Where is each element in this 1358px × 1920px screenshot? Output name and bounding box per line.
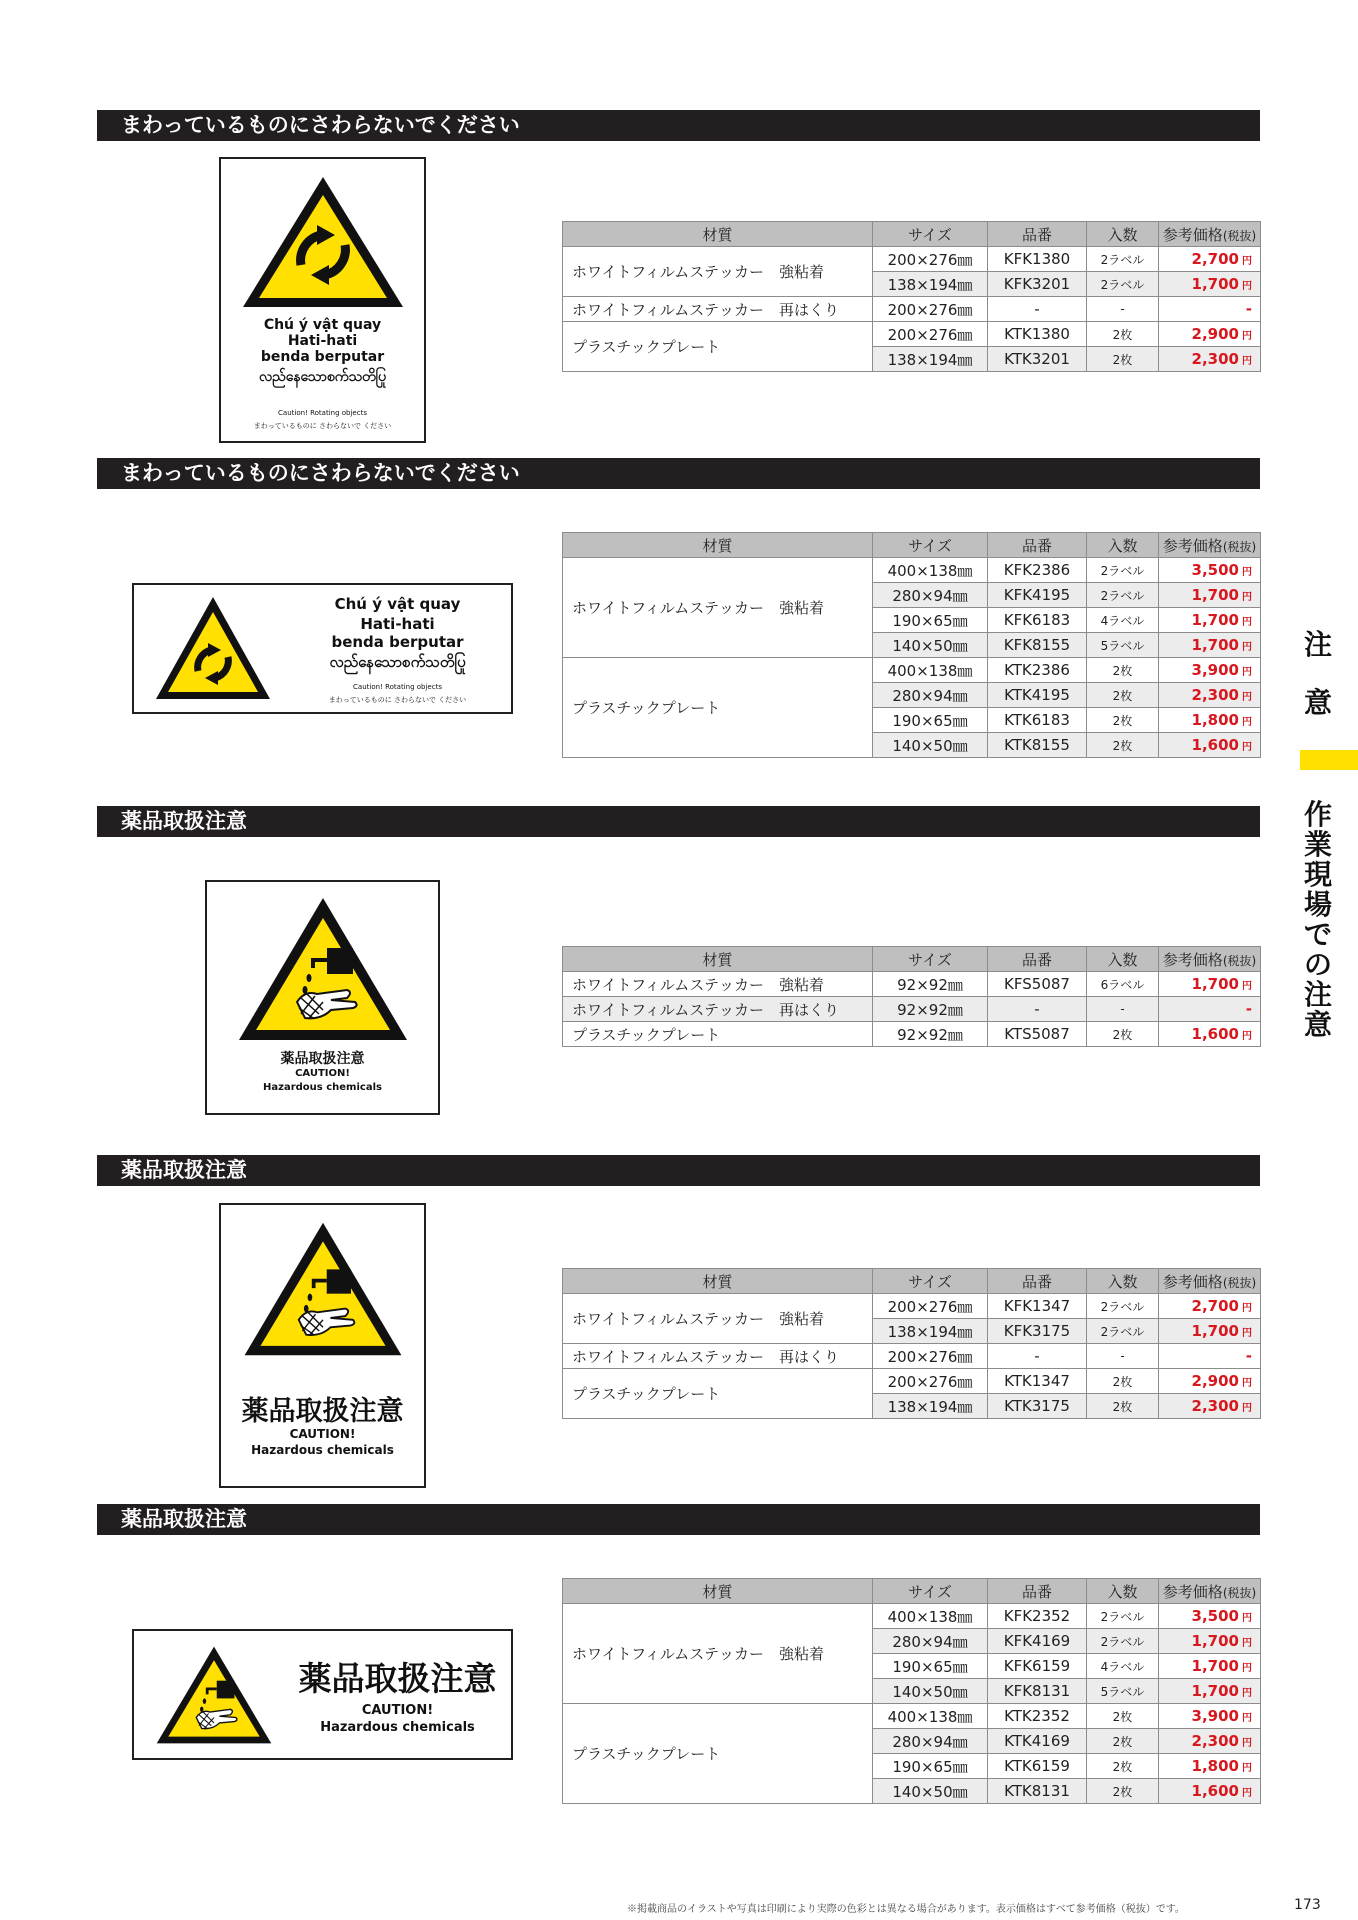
qty-cell: 2ラベル [1087, 1629, 1159, 1654]
code-cell: KTK3175 [988, 1394, 1087, 1419]
size-cell: 200×276㎜ [873, 1294, 988, 1319]
price-cell: 1,800 円 [1159, 708, 1261, 733]
section-title: まわっているものにさわらないでください [97, 458, 1260, 489]
side-char: 意 [1303, 686, 1332, 719]
size-cell: 140×50㎜ [873, 1779, 988, 1804]
sign-line: benda berputar [260, 349, 385, 365]
material-cell: プラスチックプレート [563, 1022, 873, 1047]
price-cell: 2,300 円 [1159, 1729, 1261, 1754]
footer-note: ※掲載商品のイラストや写真は印刷により実際の色彩とは異なる場合があります。表示価格はすべて参考価格（税抜）です。 [627, 1904, 1185, 1915]
sign-line: CAUTION! [289, 1427, 356, 1441]
price-cell: 1,700 円 [1159, 972, 1261, 997]
header-price: 参考価格(税抜) [1159, 1579, 1261, 1604]
qty-cell: - [1087, 297, 1159, 322]
qty-cell: 2枚 [1087, 1779, 1159, 1804]
qty-cell: 2枚 [1087, 1754, 1159, 1779]
qty-cell: 5ラベル [1087, 1679, 1159, 1704]
qty-cell: 2ラベル [1087, 1294, 1159, 1319]
sign-line: Hati-hati [287, 333, 358, 349]
code-cell: - [988, 297, 1087, 322]
material-cell: ホワイトフィルムステッカー 強粘着 [563, 247, 873, 297]
spec-table [562, 1268, 1261, 1419]
size-cell: 400×138㎜ [873, 658, 988, 683]
material-cell: ホワイトフィルムステッカー 再はくり [563, 297, 873, 322]
code-cell: KTK3201 [988, 347, 1087, 372]
price-cell: 2,900 円 [1159, 1369, 1261, 1394]
side-char: 注 [1303, 628, 1332, 661]
code-cell: KTK4169 [988, 1729, 1087, 1754]
header-size: サイズ [873, 1269, 988, 1294]
price-cell: 2,700 円 [1159, 1294, 1261, 1319]
size-cell: 200×276㎜ [873, 247, 988, 272]
header-qty: 入数 [1087, 1579, 1159, 1604]
material-cell: プラスチックプレート [563, 322, 873, 372]
code-cell: KFK8131 [988, 1679, 1087, 1704]
qty-cell: 2枚 [1087, 683, 1159, 708]
sign-chemicals-landscape [132, 1629, 513, 1760]
code-cell: - [988, 997, 1087, 1022]
sign-line: Chú ý vật quay [263, 317, 382, 333]
header-code: 品番 [988, 1579, 1087, 1604]
sign-rotating-landscape [132, 583, 513, 714]
code-cell: KFK6183 [988, 608, 1087, 633]
price-cell: 2,300 円 [1159, 683, 1261, 708]
spec-table [562, 221, 1261, 372]
code-cell: KTK8131 [988, 1779, 1087, 1804]
qty-cell: 4ラベル [1087, 608, 1159, 633]
header-material: 材質 [563, 533, 873, 558]
code-cell: - [988, 1344, 1087, 1369]
side-char: 作 [1303, 798, 1332, 831]
header-qty: 入数 [1087, 947, 1159, 972]
price-cell: 3,900 円 [1159, 1704, 1261, 1729]
header-size: サイズ [873, 222, 988, 247]
sign-small-line: まわっているものに さわらないで ください [328, 696, 467, 704]
size-cell: 400×138㎜ [873, 558, 988, 583]
sign-line: 薬品取扱注意 [241, 1396, 404, 1427]
price-cell: 3,900 円 [1159, 658, 1261, 683]
header-qty: 入数 [1087, 533, 1159, 558]
code-cell: KFK6159 [988, 1654, 1087, 1679]
price-cell: 1,700 円 [1159, 608, 1261, 633]
qty-cell: 2枚 [1087, 1369, 1159, 1394]
qty-cell: 2ラベル [1087, 583, 1159, 608]
material-cell: ホワイトフィルムステッカー 強粘着 [563, 1294, 873, 1344]
qty-cell: 2枚 [1087, 322, 1159, 347]
code-cell: KTK2386 [988, 658, 1087, 683]
hazardous-chemicals-warning-icon [235, 894, 411, 1044]
qty-cell: 2ラベル [1087, 272, 1159, 297]
sign-small-line: Caution! Rotating objects [278, 409, 367, 417]
price-cell: 1,700 円 [1159, 272, 1261, 297]
price-cell: 1,800 円 [1159, 1754, 1261, 1779]
price-cell: - [1159, 997, 1261, 1022]
code-cell: KFK4195 [988, 583, 1087, 608]
size-cell: 200×276㎜ [873, 297, 988, 322]
sign-line: လည်နေသောစက်သတိပြု [259, 369, 386, 385]
section-title: まわっているものにさわらないでください [97, 110, 1260, 141]
sign-small-line: まわっているものに さわらないで ください [253, 422, 392, 430]
qty-cell: - [1087, 997, 1159, 1022]
code-cell: KFK3175 [988, 1319, 1087, 1344]
header-size: サイズ [873, 1579, 988, 1604]
sign-chemicals-square [205, 880, 440, 1115]
price-cell: 1,600 円 [1159, 733, 1261, 758]
header-code: 品番 [988, 533, 1087, 558]
code-cell: KFK8155 [988, 633, 1087, 658]
code-cell: KTS5087 [988, 1022, 1087, 1047]
price-cell: 1,700 円 [1159, 1654, 1261, 1679]
header-qty: 入数 [1087, 222, 1159, 247]
qty-cell: 2ラベル [1087, 247, 1159, 272]
size-cell: 280×94㎜ [873, 683, 988, 708]
size-cell: 190×65㎜ [873, 1754, 988, 1779]
size-cell: 190×65㎜ [873, 608, 988, 633]
qty-cell: 4ラベル [1087, 1654, 1159, 1679]
material-cell: プラスチックプレート [563, 1369, 873, 1419]
side-char: 業 [1303, 828, 1332, 861]
side-char: 意 [1303, 1008, 1332, 1041]
sign-small-line: Caution! Rotating objects [353, 683, 442, 691]
price-cell: 1,600 円 [1159, 1779, 1261, 1804]
sign-line: benda berputar [331, 633, 464, 651]
price-cell: 1,700 円 [1159, 1629, 1261, 1654]
qty-cell: 2枚 [1087, 733, 1159, 758]
spec-table [562, 946, 1261, 1047]
side-char: 現 [1303, 858, 1332, 891]
size-cell: 138×194㎜ [873, 347, 988, 372]
material-cell: ホワイトフィルムステッカー 強粘着 [563, 558, 873, 658]
header-code: 品番 [988, 1269, 1087, 1294]
size-cell: 200×276㎜ [873, 1369, 988, 1394]
spec-table [562, 1578, 1261, 1804]
qty-cell: 2ラベル [1087, 558, 1159, 583]
price-cell: 3,500 円 [1159, 1604, 1261, 1629]
size-cell: 138×194㎜ [873, 1394, 988, 1419]
price-cell: 2,300 円 [1159, 347, 1261, 372]
section-title: 薬品取扱注意 [97, 806, 1260, 837]
price-cell: 1,700 円 [1159, 583, 1261, 608]
code-cell: KFK1347 [988, 1294, 1087, 1319]
rotating-objects-warning-icon [154, 595, 272, 703]
qty-cell: 6ラベル [1087, 972, 1159, 997]
material-cell: ホワイトフィルムステッカー 再はくり [563, 1344, 873, 1369]
header-code: 品番 [988, 222, 1087, 247]
side-category [1300, 630, 1336, 718]
header-material: 材質 [563, 1579, 873, 1604]
qty-cell: 2枚 [1087, 1729, 1159, 1754]
size-cell: 200×276㎜ [873, 322, 988, 347]
header-qty: 入数 [1087, 1269, 1159, 1294]
code-cell: KTK6159 [988, 1754, 1087, 1779]
sign-line: Hazardous chemicals [251, 1443, 394, 1457]
rotating-objects-warning-icon [239, 173, 407, 311]
sign-line: 薬品取扱注意 [280, 1051, 365, 1067]
code-cell: KTK1347 [988, 1369, 1087, 1394]
section-title: 薬品取扱注意 [97, 1155, 1260, 1186]
size-cell: 190×65㎜ [873, 1654, 988, 1679]
material-cell: ホワイトフィルムステッカー 強粘着 [563, 972, 873, 997]
sign-line: CAUTION! [361, 1703, 434, 1718]
qty-cell: 2ラベル [1087, 1319, 1159, 1344]
code-cell: KTK6183 [988, 708, 1087, 733]
code-cell: KTK1380 [988, 322, 1087, 347]
header-price: 参考価格(税抜) [1159, 222, 1261, 247]
qty-cell: 2枚 [1087, 1394, 1159, 1419]
qty-cell: 2枚 [1087, 347, 1159, 372]
size-cell: 92×92㎜ [873, 1022, 988, 1047]
price-cell: 1,700 円 [1159, 1679, 1261, 1704]
size-cell: 140×50㎜ [873, 1679, 988, 1704]
qty-cell: 2枚 [1087, 708, 1159, 733]
qty-cell: 5ラベル [1087, 633, 1159, 658]
sign-line: 薬品取扱注意 [298, 1659, 497, 1698]
header-size: サイズ [873, 947, 988, 972]
material-cell: ホワイトフィルムステッカー 再はくり [563, 997, 873, 1022]
hazardous-chemicals-warning-icon [154, 1641, 274, 1749]
qty-cell: 2ラベル [1087, 1604, 1159, 1629]
price-cell: 1,700 円 [1159, 633, 1261, 658]
page-number: 173 [1294, 1897, 1321, 1913]
sign-line: CAUTION! [295, 1068, 350, 1079]
size-cell: 92×92㎜ [873, 997, 988, 1022]
code-cell: KTK4195 [988, 683, 1087, 708]
sign-line: Hazardous chemicals [320, 1720, 475, 1735]
sign-line: Hati-hati [360, 615, 435, 633]
category-accent-band [1300, 750, 1358, 770]
header-price: 参考価格(税抜) [1159, 533, 1261, 558]
size-cell: 140×50㎜ [873, 733, 988, 758]
price-cell: 1,700 円 [1159, 1319, 1261, 1344]
sign-rotating-portrait [219, 157, 426, 443]
hazardous-chemicals-warning-icon [239, 1219, 407, 1359]
price-cell: 2,700 円 [1159, 247, 1261, 272]
size-cell: 140×50㎜ [873, 633, 988, 658]
sign-line: လည်နေသောစက်သတိပြု [329, 653, 466, 671]
code-cell: KFK3201 [988, 272, 1087, 297]
size-cell: 400×138㎜ [873, 1704, 988, 1729]
sign-line: Chú ý vật quay [334, 595, 461, 613]
section-title: 薬品取扱注意 [97, 1504, 1260, 1535]
side-char: で [1303, 918, 1332, 951]
qty-cell: 2枚 [1087, 1022, 1159, 1047]
size-cell: 190×65㎜ [873, 708, 988, 733]
code-cell: KFK1380 [988, 247, 1087, 272]
material-cell: ホワイトフィルムステッカー 強粘着 [563, 1604, 873, 1704]
size-cell: 400×138㎜ [873, 1604, 988, 1629]
code-cell: KFK4169 [988, 1629, 1087, 1654]
spec-table [562, 532, 1261, 758]
size-cell: 280×94㎜ [873, 583, 988, 608]
side-subcategory [1300, 800, 1336, 1040]
price-cell: - [1159, 1344, 1261, 1369]
material-cell: プラスチックプレート [563, 658, 873, 758]
sign-line: Hazardous chemicals [263, 1082, 382, 1093]
side-char: 注 [1303, 978, 1332, 1011]
code-cell: KFS5087 [988, 972, 1087, 997]
price-cell: - [1159, 297, 1261, 322]
header-price: 参考価格(税抜) [1159, 947, 1261, 972]
price-cell: 3,500 円 [1159, 558, 1261, 583]
size-cell: 92×92㎜ [873, 972, 988, 997]
side-char: 場 [1303, 888, 1332, 921]
qty-cell: 2枚 [1087, 1704, 1159, 1729]
header-material: 材質 [563, 1269, 873, 1294]
header-code: 品番 [988, 947, 1087, 972]
qty-cell: - [1087, 1344, 1159, 1369]
code-cell: KFK2352 [988, 1604, 1087, 1629]
size-cell: 138×194㎜ [873, 272, 988, 297]
header-material: 材質 [563, 947, 873, 972]
code-cell: KFK2386 [988, 558, 1087, 583]
header-price: 参考価格(税抜) [1159, 1269, 1261, 1294]
size-cell: 138×194㎜ [873, 1319, 988, 1344]
price-cell: 2,900 円 [1159, 322, 1261, 347]
price-cell: 2,300 円 [1159, 1394, 1261, 1419]
header-material: 材質 [563, 222, 873, 247]
sign-chemicals-portrait [219, 1203, 426, 1488]
code-cell: KTK2352 [988, 1704, 1087, 1729]
size-cell: 280×94㎜ [873, 1629, 988, 1654]
code-cell: KTK8155 [988, 733, 1087, 758]
size-cell: 280×94㎜ [873, 1729, 988, 1754]
side-char: の [1303, 948, 1332, 981]
material-cell: プラスチックプレート [563, 1704, 873, 1804]
header-size: サイズ [873, 533, 988, 558]
size-cell: 200×276㎜ [873, 1344, 988, 1369]
qty-cell: 2枚 [1087, 658, 1159, 683]
price-cell: 1,600 円 [1159, 1022, 1261, 1047]
